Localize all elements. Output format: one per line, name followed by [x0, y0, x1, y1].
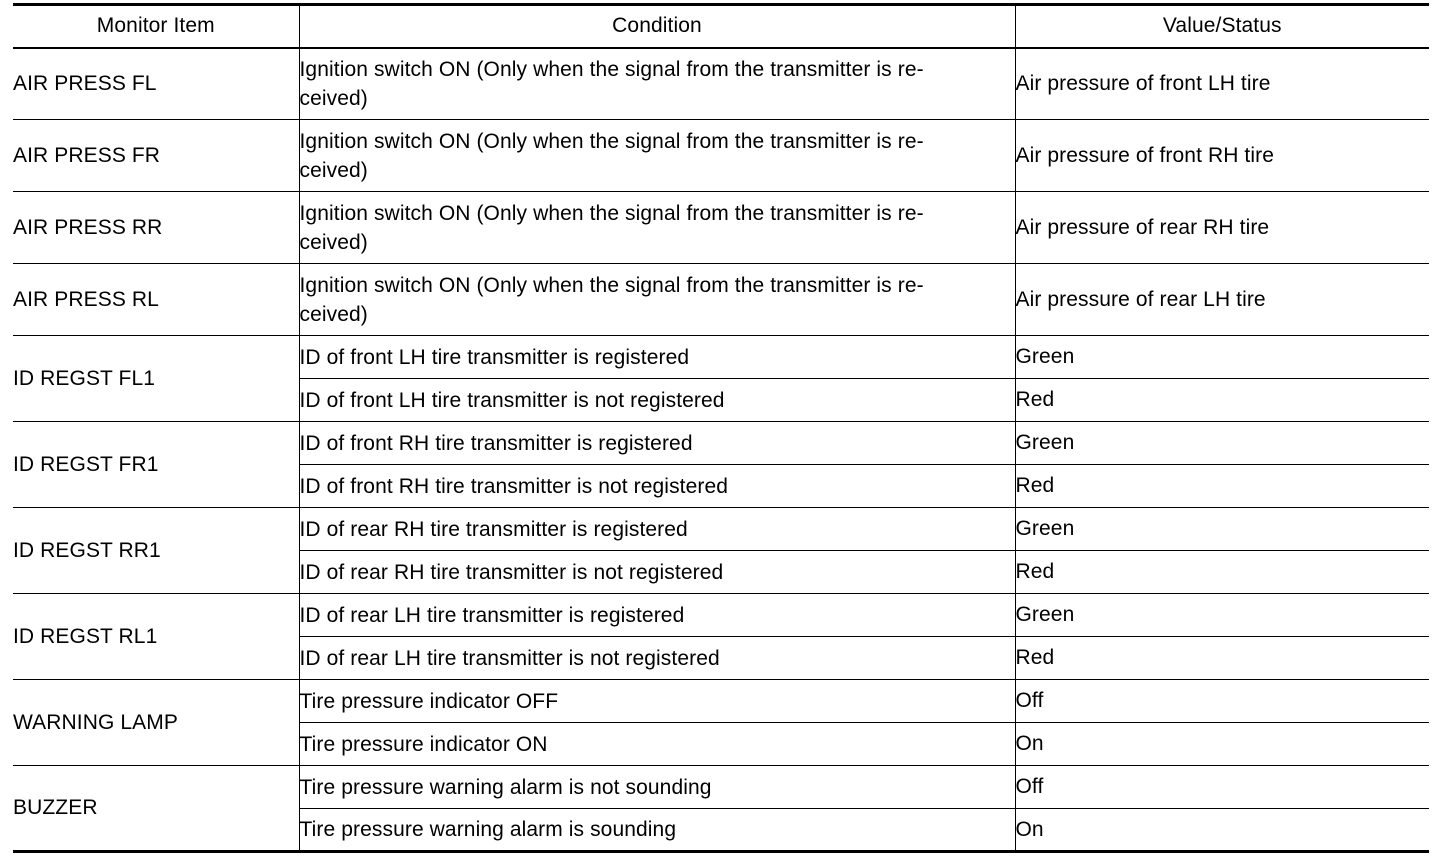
table-row	[13, 192, 1429, 264]
condition-line: ceived)	[299, 158, 368, 182]
monitor-item-cell: BUZZER	[13, 766, 299, 852]
value-cell: Red	[1015, 465, 1429, 508]
condition-cell: ID of rear LH tire transmitter is not registered	[299, 637, 1015, 680]
condition-cell: ID of rear RH tire transmitter is registered	[299, 508, 1015, 551]
value-cell: Air pressure of front RH tire	[1015, 120, 1429, 192]
value-cell: Green	[1015, 594, 1429, 637]
condition-cell: ID of rear LH tire transmitter is registered	[299, 594, 1015, 637]
monitor-item-cell: ID REGST RL1	[13, 594, 299, 680]
condition-line: ceived)	[299, 230, 368, 254]
value-cell: Air pressure of front LH tire	[1015, 48, 1429, 120]
table-row	[13, 48, 1429, 120]
condition-line: Ignition switch ON (Only when the signal from the transmitter is re-	[299, 129, 924, 153]
monitor-item-cell: AIR PRESS FL	[13, 48, 299, 120]
value-cell: On	[1015, 723, 1429, 766]
table-row	[13, 680, 1429, 723]
value-cell: Air pressure of rear RH tire	[1015, 192, 1429, 264]
header-row	[13, 5, 1429, 48]
value-cell: Green	[1015, 422, 1429, 465]
condition-cell	[299, 192, 1015, 264]
condition-cell	[299, 264, 1015, 336]
condition-cell: Tire pressure warning alarm is not sounding	[299, 766, 1015, 809]
condition-line: Ignition switch ON (Only when the signal from the transmitter is re-	[299, 201, 924, 225]
monitor-item-cell: ID REGST FR1	[13, 422, 299, 508]
monitor-item-cell: AIR PRESS RL	[13, 264, 299, 336]
table-row	[13, 508, 1429, 551]
monitor-item-cell: WARNING LAMP	[13, 680, 299, 766]
value-cell: Green	[1015, 336, 1429, 379]
value-cell: Green	[1015, 508, 1429, 551]
value-cell: Air pressure of rear LH tire	[1015, 264, 1429, 336]
condition-cell: Tire pressure indicator ON	[299, 723, 1015, 766]
table-row	[13, 264, 1429, 336]
condition-line: ceived)	[299, 86, 368, 110]
condition-cell: ID of front RH tire transmitter is registered	[299, 422, 1015, 465]
value-cell: Red	[1015, 637, 1429, 680]
condition-cell	[299, 48, 1015, 120]
condition-cell: ID of front LH tire transmitter is not registered	[299, 379, 1015, 422]
header-condition: Condition	[299, 5, 1015, 48]
condition-line: Ignition switch ON (Only when the signal from the transmitter is re-	[299, 273, 924, 297]
condition-line: ceived)	[299, 302, 368, 326]
condition-cell: Tire pressure indicator OFF	[299, 680, 1015, 723]
condition-cell: Tire pressure warning alarm is sounding	[299, 809, 1015, 852]
table-row	[13, 766, 1429, 809]
table-row	[13, 594, 1429, 637]
monitor-item-cell: AIR PRESS RR	[13, 192, 299, 264]
monitor-item-cell: AIR PRESS FR	[13, 120, 299, 192]
header-value-status: Value/Status	[1015, 5, 1429, 48]
monitor-item-cell: ID REGST FL1	[13, 336, 299, 422]
table-row	[13, 422, 1429, 465]
value-cell: Red	[1015, 379, 1429, 422]
value-cell: On	[1015, 809, 1429, 852]
monitor-item-table	[13, 3, 1429, 853]
header-monitor-item: Monitor Item	[13, 5, 299, 48]
condition-cell	[299, 120, 1015, 192]
value-cell: Off	[1015, 680, 1429, 723]
value-cell: Off	[1015, 766, 1429, 809]
condition-cell: ID of rear RH tire transmitter is not registered	[299, 551, 1015, 594]
condition-cell: ID of front LH tire transmitter is registered	[299, 336, 1015, 379]
value-cell: Red	[1015, 551, 1429, 594]
table-row	[13, 120, 1429, 192]
condition-line: Ignition switch ON (Only when the signal from the transmitter is re-	[299, 57, 924, 81]
monitor-item-cell: ID REGST RR1	[13, 508, 299, 594]
table-row	[13, 336, 1429, 379]
condition-cell: ID of front RH tire transmitter is not registered	[299, 465, 1015, 508]
